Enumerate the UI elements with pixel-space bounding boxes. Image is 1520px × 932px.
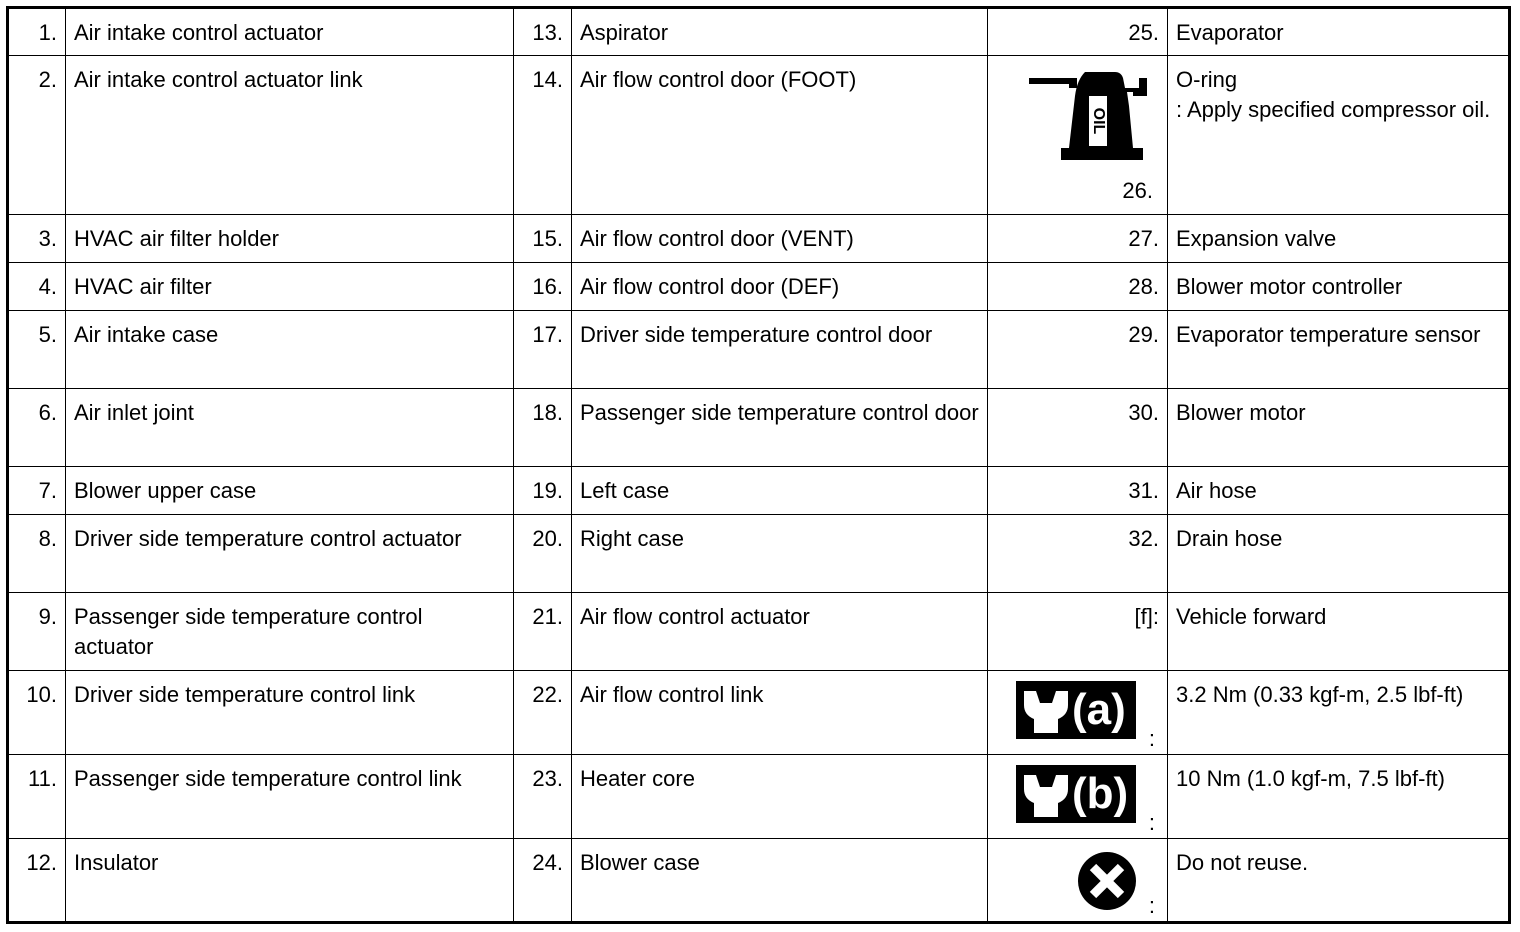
item-number: 9.	[8, 593, 66, 671]
item-number: 5.	[8, 311, 66, 389]
item-label-note: : Apply specified compressor oil.	[1176, 97, 1491, 122]
item-number: 15.	[514, 215, 572, 263]
item-number: 21.	[514, 593, 572, 671]
item-number: 13.	[514, 8, 572, 56]
symbol-colon: :	[1148, 726, 1155, 751]
parts-legend-table	[6, 6, 1511, 924]
item-number: 26.	[1122, 178, 1153, 203]
item-number: 10.	[8, 671, 66, 755]
item-number: 25.	[988, 8, 1168, 56]
table-row	[8, 389, 1510, 467]
item-label: Air flow control actuator	[572, 593, 988, 671]
item-label: Do not reuse.	[1168, 839, 1510, 923]
item-label: Air flow control door (FOOT)	[572, 56, 988, 215]
item-label: Blower motor controller	[1168, 263, 1510, 311]
item-label: Blower motor	[1168, 389, 1510, 467]
torque-spec-letter: (a)	[1072, 685, 1126, 734]
item-label: Passenger side temperature control link	[66, 755, 514, 839]
wrench-icon	[1018, 681, 1074, 739]
item-label: Vehicle forward	[1168, 593, 1510, 671]
torque-wrench-icon	[1016, 765, 1136, 823]
item-number: 4.	[8, 263, 66, 311]
item-number: 23.	[514, 755, 572, 839]
item-label: Air inlet joint	[66, 389, 514, 467]
table-row	[8, 311, 1510, 389]
table-row	[8, 839, 1510, 923]
item-number: 7.	[8, 467, 66, 515]
item-label: Driver side temperature control door	[572, 311, 988, 389]
item-number: 12.	[8, 839, 66, 923]
symbol-colon: :	[1148, 893, 1155, 918]
item-label: Air flow control door (DEF)	[572, 263, 988, 311]
item-number: 3.	[8, 215, 66, 263]
item-number: 2.	[8, 56, 66, 215]
table-row	[8, 215, 1510, 263]
item-number: 19.	[514, 467, 572, 515]
item-label: Blower case	[572, 839, 988, 923]
table-row	[8, 8, 1510, 56]
oil-icon-label: OIL	[1089, 107, 1107, 135]
item-label: Air flow control door (VENT)	[572, 215, 988, 263]
item-number: 31.	[988, 467, 1168, 515]
symbol-colon: :	[1148, 810, 1155, 835]
item-number: 27.	[988, 215, 1168, 263]
table-row	[8, 593, 1510, 671]
item-number: 6.	[8, 389, 66, 467]
item-label: Driver side temperature control actuator	[66, 515, 514, 593]
item-number: 29.	[988, 311, 1168, 389]
item-number: 28.	[988, 263, 1168, 311]
item-label: HVAC air filter holder	[66, 215, 514, 263]
oil-symbol-cell	[988, 56, 1168, 215]
item-label: HVAC air filter	[66, 263, 514, 311]
item-number: 30.	[988, 389, 1168, 467]
table-row	[8, 755, 1510, 839]
item-number: 22.	[514, 671, 572, 755]
item-label: Passenger side temperature control door	[572, 389, 988, 467]
item-label: Air intake control actuator	[66, 8, 514, 56]
item-label: Right case	[572, 515, 988, 593]
item-number: [f]:	[988, 593, 1168, 671]
item-label: Passenger side temperature control actuator	[66, 593, 514, 671]
item-label: Air hose	[1168, 467, 1510, 515]
item-label: Air intake control actuator link	[66, 56, 514, 215]
table-row	[8, 263, 1510, 311]
item-label-main: O-ring	[1176, 67, 1238, 92]
item-label	[1168, 56, 1510, 215]
item-label: 3.2 Nm (0.33 kgf-m, 2.5 lbf-ft)	[1168, 671, 1510, 755]
item-label: Left case	[572, 467, 988, 515]
item-number: 32.	[988, 515, 1168, 593]
item-label: Air flow control link	[572, 671, 988, 755]
torque-symbol-cell	[988, 671, 1168, 755]
torque-symbol-cell	[988, 755, 1168, 839]
item-number: 20.	[514, 515, 572, 593]
table-row	[8, 515, 1510, 593]
table-row	[8, 56, 1510, 215]
no-reuse-symbol-cell	[988, 839, 1168, 923]
item-label: Expansion valve	[1168, 215, 1510, 263]
item-label: Heater core	[572, 755, 988, 839]
item-number: 1.	[8, 8, 66, 56]
item-label: Blower upper case	[66, 467, 514, 515]
item-label: Aspirator	[572, 8, 988, 56]
item-number: 16.	[514, 263, 572, 311]
oil-can-icon	[1029, 66, 1155, 160]
torque-spec-letter: (b)	[1072, 769, 1129, 818]
item-label: Drain hose	[1168, 515, 1510, 593]
item-label: Air intake case	[66, 311, 514, 389]
item-number: 8.	[8, 515, 66, 593]
item-number: 24.	[514, 839, 572, 923]
table-row	[8, 671, 1510, 755]
table-row	[8, 467, 1510, 515]
item-number: 11.	[8, 755, 66, 839]
item-label: Evaporator temperature sensor	[1168, 311, 1510, 389]
item-label: Insulator	[66, 839, 514, 923]
do-not-reuse-icon	[1077, 851, 1137, 911]
torque-wrench-icon	[1016, 681, 1136, 739]
item-label: Driver side temperature control link	[66, 671, 514, 755]
item-number: 18.	[514, 389, 572, 467]
item-label: Evaporator	[1168, 8, 1510, 56]
item-label: 10 Nm (1.0 kgf-m, 7.5 lbf-ft)	[1168, 755, 1510, 839]
item-number: 17.	[514, 311, 572, 389]
item-number: 14.	[514, 56, 572, 215]
wrench-icon	[1018, 765, 1074, 823]
